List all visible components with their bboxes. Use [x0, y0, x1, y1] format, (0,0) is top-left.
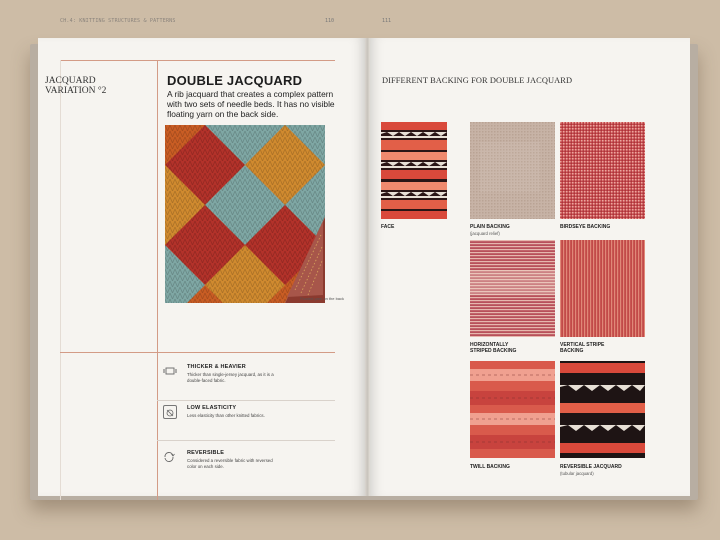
- right-page-number: 111: [382, 18, 392, 24]
- swatch-label-reversible-jacquard: REVERSIBLE JACQUARD: [560, 464, 622, 470]
- weight-icon: [163, 364, 175, 376]
- page-description: A rib jacquard that creates a complex pattern with two sets of needle beds. It has no visible floating yarn on the back side.: [167, 89, 335, 119]
- swatch-vertical-stripe-backing: [560, 240, 645, 337]
- swatch-label-face: FACE: [381, 224, 395, 230]
- top-rule: [60, 60, 335, 61]
- features-rule: [60, 352, 335, 353]
- variation-label: [45, 76, 106, 96]
- swatch-label-line1: VERTICAL STRIPE: [560, 342, 605, 348]
- swatch-sub-plain-backing: (jacquard relief): [470, 231, 500, 236]
- swatch-birdseye-backing: [560, 122, 645, 219]
- right-page-title: DIFFERENT BACKING FOR DOUBLE JACQUARD: [382, 76, 573, 85]
- feature-title: THICKER & HEAVIER: [187, 364, 246, 370]
- running-head: CH.4: KNITTING STRUCTURES & PATTERNS: [60, 18, 176, 24]
- swatch-label-plain-backing: PLAIN BACKING: [470, 224, 510, 230]
- feature-text: Thicker than single-jersey jacquard, as it is a double-faced fabric.: [187, 372, 274, 383]
- swatch-horizontally-striped-backing: [470, 240, 555, 337]
- feature-divider-2: [157, 440, 335, 441]
- feature-title: LOW ELASTICITY: [187, 405, 237, 411]
- swatch-label-birdseye-backing: BIRDSEYE BACKING: [560, 224, 611, 230]
- variation-label-line2: VARIATION °2: [45, 86, 107, 96]
- swatch-reversible-jacquard: [560, 361, 645, 458]
- feature-text: Considered a reversible fabric with reversed color on each side.: [187, 458, 273, 469]
- swatch-label-line1: HORIZONTALLY: [470, 342, 509, 348]
- swatch-face: [381, 122, 447, 219]
- margin-rule: [60, 60, 61, 500]
- page-title: DOUBLE JACQUARD: [167, 73, 303, 88]
- feature-title: REVERSIBLE: [187, 450, 225, 456]
- stretch-icon: [163, 405, 177, 419]
- swatch-plain-backing: [470, 122, 555, 219]
- column-divider: [157, 60, 158, 500]
- swatch-twill-backing: [470, 361, 555, 458]
- double-jacquard-swatch-image: [165, 125, 325, 303]
- feature-divider-1: [157, 400, 335, 401]
- swatch-caption: Floated yarn on the back: [300, 296, 345, 301]
- swatch-label-horizontally-striped: [470, 342, 516, 354]
- swatch-label-vertical-stripe: [560, 342, 604, 354]
- swatch-label-line2: BACKING: [560, 348, 584, 354]
- variation-label-line1: JACQUARD: [45, 76, 96, 86]
- swatch-label-twill-backing: TWILL BACKING: [470, 464, 510, 470]
- swatch-label-line2: STRIPED BACKING: [470, 348, 517, 354]
- swatch-sub-reversible-jacquard: (tubular jacquard): [560, 471, 594, 476]
- reverse-icon: [163, 450, 175, 462]
- feature-text: Less elasticity than other knitted fabrics.: [187, 413, 265, 418]
- left-page-number: 110: [325, 18, 335, 24]
